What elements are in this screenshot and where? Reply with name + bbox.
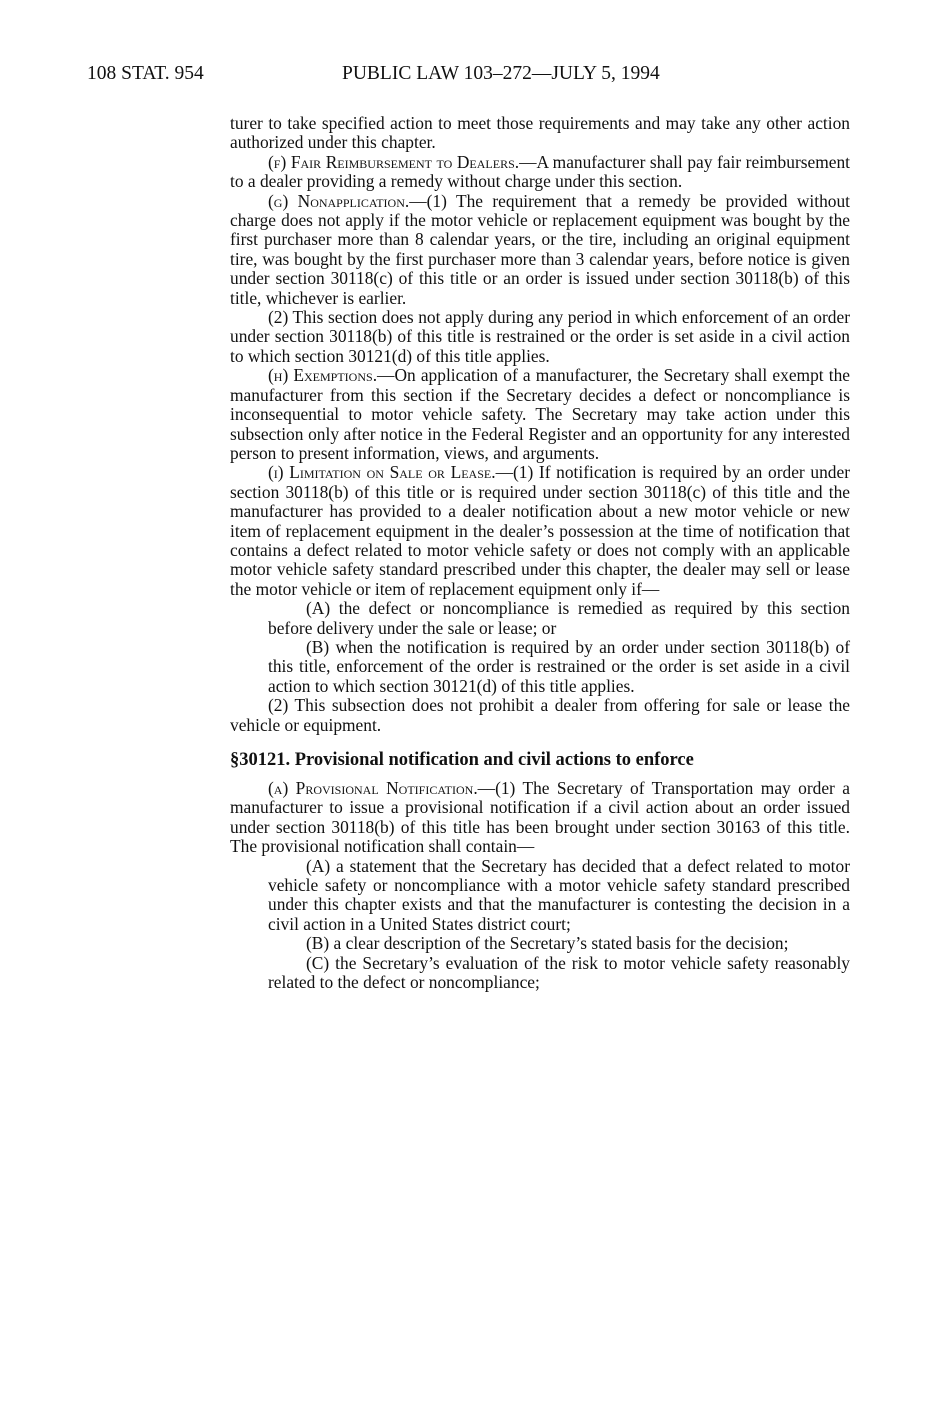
section-heading: §30121. Provisional notification and civil actions to enforce bbox=[230, 750, 694, 770]
subsection-f-text: —A manufacturer shall pay fair reimbursement to a dealer providing a remedy without charge under this section. bbox=[230, 151, 850, 192]
subsection-g bbox=[230, 192, 850, 308]
subsection-a-B: (B) a clear description of the Secretary’s stated basis for the decision; bbox=[306, 933, 789, 954]
stat-citation: 108 STAT. 954 bbox=[87, 63, 204, 84]
running-head: PUBLIC LAW 103–272—JULY 5, 1994 bbox=[342, 63, 660, 84]
subsection-h bbox=[230, 366, 850, 463]
subsection-a-C: (C) the Secretary’s evaluation of the risk to motor vehicle safety reasonably related to the defect or noncompliance; bbox=[268, 952, 850, 993]
subsection-a-A: (A) a statement that the Secretary has decided that a defect related to motor vehicle safety or noncompliance with a motor vehicle safety standard prescribed under this chapter exists and that the manufacturer is contesting the decision in a civil action in a United States district court; bbox=[268, 855, 850, 934]
subsection-a bbox=[230, 779, 850, 857]
subsection-g-2: (2) This section does not apply during any period in which enforcement of an order under section 30118(b) of this title is restrained or the order is set aside in a civil action to which section 30121(d) of this title applies. bbox=[230, 307, 850, 366]
subsection-a-heading: (a) Provisional Notification. bbox=[268, 778, 478, 798]
document-body bbox=[230, 114, 850, 992]
subsection-g-text: —(1) The requirement that a remedy be provided without charge does not apply if the motor vehicle or replacement equipment was bought by the first purchaser more than 8 calendar years, or the tire, including an original equipment tire, was bought by the first purchaser more than 3 calendar years, before notice is given under section 30118(c) of this title or an order is issued under section 30118(b) of this title, whichever is earlier. bbox=[230, 190, 850, 308]
subsection-i-2: (2) This subsection does not prohibit a dealer from offering for sale or lease the vehicle or equipment. bbox=[230, 695, 850, 735]
subsection-h-heading: (h) Exemptions. bbox=[268, 365, 378, 386]
subsection-i bbox=[230, 463, 850, 599]
paragraph-continuation: turer to take specified action to meet those requirements and may take any other action authorized under this chapter. bbox=[230, 113, 850, 153]
subsection-i-heading: (i) Limitation on Sale or Lease. bbox=[268, 462, 496, 483]
subsection-h-text: —On application of a manufacturer, the Secretary shall exempt the manufacturer from this section if the Secretary decides a defect or noncompliance is inconsequential to motor vehicle safety. The Secretary may take action under this subsection only after notice in the Federal Register and an opportunity for any interested person to present information, views, and arguments. bbox=[230, 365, 850, 463]
subsection-i-B: (B) when the notification is required by an order under section 30118(b) of this title, enforcement of the order is restrained or the order is set aside in a civil action to which section 30121(d) of this title applies. bbox=[268, 636, 850, 696]
subsection-f-heading: (f) Fair Reimbursement to Dealers. bbox=[268, 151, 520, 172]
subsection-f bbox=[230, 153, 850, 192]
subsection-g-heading: (g) Nonapplication. bbox=[268, 190, 410, 211]
subsection-i-text: —(1) If notification is required by an order under section 30118(b) of this title or is required under section 30118(c) of this title and the manufacturer has provided to a dealer notification about a new motor vehicle or new item of replacement equipment in the dealer’s possession at the time of notification that contains a defect related to motor vehicle safety or does not comply with an applicable motor vehicle safety standard prescribed under this chapter, the dealer may sell or lease the motor vehicle or item of replacement equipment only if— bbox=[230, 462, 850, 599]
page-header bbox=[87, 62, 787, 86]
subsection-i-A: (A) the defect or noncompliance is remedied as required by this section before delivery under the sale or lease; or bbox=[268, 598, 850, 638]
subsection-a-text: —(1) The Secretary of Transportation may order a manufacturer to issue a provisional notification if a civil action about an order issued under section 30118(b) of this title has been brought under section 30163 of this title. The provisional notification shall contain— bbox=[230, 778, 850, 857]
